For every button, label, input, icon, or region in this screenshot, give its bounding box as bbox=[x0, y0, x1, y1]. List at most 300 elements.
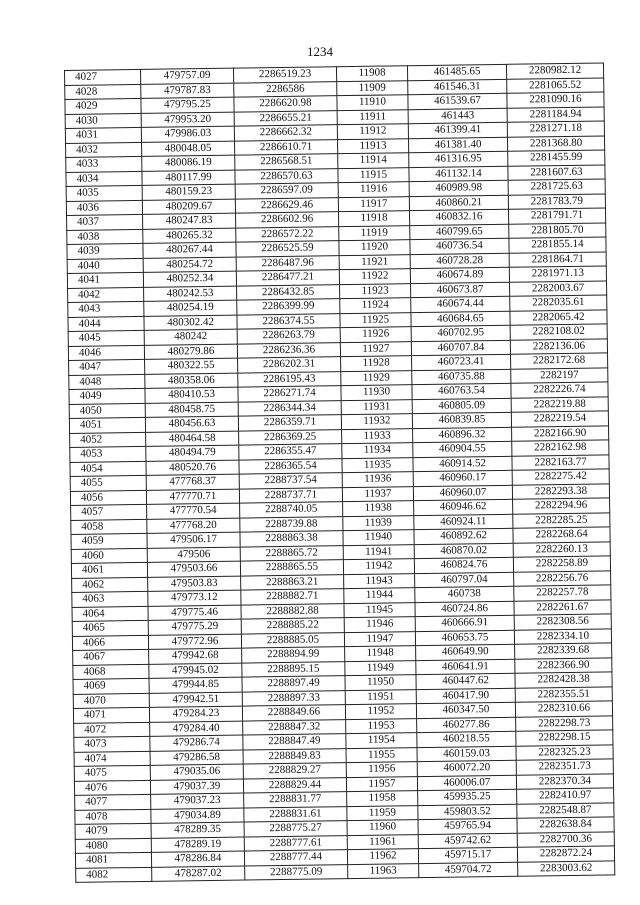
northing-a-cell: 2288737.71 bbox=[239, 487, 342, 503]
point-id-a-cell: 4046 bbox=[68, 345, 144, 361]
northing-a-cell: 2286344.34 bbox=[238, 400, 341, 416]
northing-b-cell: 2282293.38 bbox=[512, 483, 609, 499]
easting-b-cell: 460159.03 bbox=[417, 746, 516, 762]
northing-a-cell: 2288775.27 bbox=[244, 821, 347, 837]
easting-a-cell: 479795.25 bbox=[141, 97, 234, 113]
easting-b-cell: 460674.89 bbox=[410, 267, 509, 283]
northing-b-cell: 2282257.78 bbox=[514, 585, 611, 601]
point-id-b-cell: 11909 bbox=[337, 80, 408, 95]
northing-b-cell: 2281725.63 bbox=[508, 179, 605, 195]
easting-a-cell: 480159.23 bbox=[142, 184, 235, 200]
northing-b-cell: 2282351.73 bbox=[516, 759, 613, 775]
easting-b-cell: 460870.02 bbox=[414, 543, 513, 559]
easting-b-cell: 460006.07 bbox=[417, 775, 516, 791]
northing-a-cell: 2286662.32 bbox=[234, 125, 337, 141]
easting-a-cell: 479035.06 bbox=[150, 764, 243, 780]
easting-a-cell: 480254.19 bbox=[144, 300, 237, 316]
point-id-a-cell: 4045 bbox=[68, 330, 144, 346]
northing-b-cell: 2282700.36 bbox=[517, 831, 614, 847]
northing-a-cell: 2286519.23 bbox=[233, 67, 336, 83]
northing-a-cell: 2286572.22 bbox=[236, 226, 339, 242]
northing-a-cell: 2288863.21 bbox=[241, 574, 344, 590]
point-id-a-cell: 4048 bbox=[69, 374, 145, 390]
easting-a-cell: 480086.19 bbox=[142, 155, 235, 171]
easting-b-cell: 460702.95 bbox=[411, 325, 510, 341]
northing-b-cell: 2282275.42 bbox=[512, 469, 609, 485]
northing-b-cell: 2282260.13 bbox=[513, 541, 610, 557]
point-id-b-cell: 11944 bbox=[344, 588, 415, 603]
easting-b-cell: 460860.21 bbox=[409, 195, 508, 211]
point-id-a-cell: 4041 bbox=[67, 272, 143, 288]
northing-b-cell: 2282065.42 bbox=[510, 309, 607, 325]
northing-b-cell: 2282003.67 bbox=[510, 280, 607, 296]
easting-b-cell: 459704.72 bbox=[419, 862, 518, 878]
northing-b-cell: 2282108.02 bbox=[510, 324, 607, 340]
point-id-a-cell: 4030 bbox=[65, 113, 141, 129]
easting-b-cell: 460736.54 bbox=[410, 238, 509, 254]
point-id-b-cell: 11942 bbox=[343, 559, 414, 574]
easting-b-cell: 461546.31 bbox=[408, 79, 507, 95]
point-id-b-cell: 11936 bbox=[342, 472, 413, 487]
easting-a-cell: 480279.86 bbox=[144, 344, 237, 360]
easting-a-cell: 480494.79 bbox=[146, 445, 239, 461]
point-id-a-cell: 4047 bbox=[69, 359, 145, 375]
northing-a-cell: 2286602.96 bbox=[236, 212, 339, 228]
easting-b-cell: 460735.88 bbox=[412, 369, 511, 385]
easting-a-cell: 479506.17 bbox=[147, 532, 240, 548]
easting-a-cell: 480242 bbox=[144, 329, 237, 345]
easting-a-cell: 480265.32 bbox=[143, 228, 236, 244]
northing-b-cell: 2282638.84 bbox=[517, 817, 614, 833]
northing-b-cell: 2282428.38 bbox=[515, 672, 612, 688]
northing-b-cell: 2282136.06 bbox=[510, 338, 607, 354]
northing-a-cell: 2288831.61 bbox=[244, 806, 347, 822]
northing-a-cell: 2286487.96 bbox=[236, 255, 339, 271]
easting-b-cell: 461316.95 bbox=[409, 151, 508, 167]
easting-b-cell: 460723.41 bbox=[412, 354, 511, 370]
point-id-b-cell: 11928 bbox=[341, 356, 412, 371]
easting-a-cell: 477770.54 bbox=[147, 503, 240, 519]
point-id-a-cell: 4043 bbox=[68, 301, 144, 317]
point-id-a-cell: 4078 bbox=[75, 809, 151, 825]
northing-b-cell: 2282172.68 bbox=[511, 353, 608, 369]
easting-b-cell: 460707.84 bbox=[411, 340, 510, 356]
point-id-a-cell: 4032 bbox=[66, 142, 142, 158]
easting-a-cell: 480520.76 bbox=[146, 460, 239, 476]
easting-b-cell: 460738 bbox=[415, 586, 514, 602]
easting-a-cell: 480209.67 bbox=[142, 199, 235, 215]
point-id-b-cell: 11913 bbox=[337, 138, 408, 153]
northing-a-cell: 2286610.71 bbox=[235, 139, 338, 155]
point-id-b-cell: 11953 bbox=[346, 718, 417, 733]
northing-b-cell: 2281184.94 bbox=[507, 106, 604, 122]
easting-b-cell: 460832.16 bbox=[409, 209, 508, 225]
northing-a-cell: 2286399.99 bbox=[237, 299, 340, 315]
point-id-a-cell: 4037 bbox=[67, 214, 143, 230]
easting-b-cell: 460924.11 bbox=[414, 514, 513, 530]
point-id-b-cell: 11916 bbox=[338, 182, 409, 197]
point-id-b-cell: 11938 bbox=[343, 501, 414, 516]
easting-a-cell: 479775.46 bbox=[148, 605, 241, 621]
point-id-b-cell: 11910 bbox=[337, 95, 408, 110]
northing-b-cell: 2282308.56 bbox=[514, 614, 611, 630]
point-id-b-cell: 11947 bbox=[344, 631, 415, 646]
easting-a-cell: 480458.75 bbox=[145, 402, 238, 418]
point-id-a-cell: 4066 bbox=[72, 635, 148, 651]
point-id-a-cell: 4080 bbox=[75, 838, 151, 854]
easting-b-cell: 460904.55 bbox=[413, 441, 512, 457]
point-id-a-cell: 4027 bbox=[65, 69, 141, 85]
point-id-a-cell: 4067 bbox=[73, 649, 149, 665]
easting-a-cell: 480117.99 bbox=[142, 170, 235, 186]
easting-a-cell: 477768.20 bbox=[147, 518, 240, 534]
easting-b-cell: 460641.91 bbox=[416, 659, 515, 675]
northing-b-cell: 2282548.87 bbox=[517, 802, 614, 818]
point-id-b-cell: 11927 bbox=[340, 341, 411, 356]
point-id-a-cell: 4044 bbox=[68, 316, 144, 332]
easting-a-cell: 479945.02 bbox=[149, 663, 242, 679]
northing-a-cell: 2286374.55 bbox=[237, 313, 340, 329]
northing-b-cell: 2281855.14 bbox=[509, 237, 606, 253]
easting-a-cell: 477768.37 bbox=[146, 474, 239, 490]
northing-a-cell: 2286586 bbox=[234, 81, 337, 97]
easting-b-cell: 459935.25 bbox=[418, 789, 517, 805]
point-id-b-cell: 11963 bbox=[348, 863, 419, 878]
easting-b-cell: 460896.32 bbox=[413, 427, 512, 443]
point-id-b-cell: 11923 bbox=[340, 283, 411, 298]
easting-a-cell: 479775.29 bbox=[148, 619, 241, 635]
easting-a-cell: 477770.71 bbox=[146, 489, 239, 505]
point-id-b-cell: 11951 bbox=[345, 689, 416, 704]
northing-a-cell: 2286570.63 bbox=[235, 168, 338, 184]
point-id-a-cell: 4054 bbox=[70, 461, 146, 477]
point-id-a-cell: 4053 bbox=[70, 446, 146, 462]
point-id-a-cell: 4071 bbox=[73, 707, 149, 723]
easting-b-cell: 459715.17 bbox=[418, 847, 517, 863]
northing-b-cell: 2281271.18 bbox=[507, 121, 604, 137]
point-id-a-cell: 4056 bbox=[70, 490, 146, 506]
easting-b-cell: 460960.07 bbox=[413, 485, 512, 501]
northing-a-cell: 2286271.74 bbox=[238, 386, 341, 402]
point-id-b-cell: 11961 bbox=[347, 834, 418, 849]
easting-b-cell: 460684.65 bbox=[411, 311, 510, 327]
easting-b-cell: 460946.62 bbox=[414, 499, 513, 515]
point-id-a-cell: 4079 bbox=[75, 823, 151, 839]
northing-b-cell: 2282355.51 bbox=[515, 686, 612, 702]
point-id-b-cell: 11948 bbox=[345, 646, 416, 661]
northing-b-cell: 2281805.70 bbox=[509, 222, 606, 238]
northing-a-cell: 2286365.54 bbox=[239, 458, 342, 474]
easting-b-cell: 460824.76 bbox=[414, 557, 513, 573]
point-id-b-cell: 11908 bbox=[336, 66, 407, 81]
point-id-b-cell: 11955 bbox=[346, 747, 417, 762]
easting-b-cell: 460960.17 bbox=[413, 470, 512, 486]
easting-a-cell: 479284.40 bbox=[150, 721, 243, 737]
easting-a-cell: 479944.85 bbox=[149, 677, 242, 693]
northing-b-cell: 2282872.24 bbox=[517, 846, 614, 862]
northing-b-cell: 2282366.90 bbox=[515, 657, 612, 673]
northing-a-cell: 2286369.25 bbox=[239, 429, 342, 445]
point-id-b-cell: 11921 bbox=[339, 254, 410, 269]
easting-a-cell: 479286.74 bbox=[150, 735, 243, 751]
northing-a-cell: 2288737.54 bbox=[239, 473, 342, 489]
easting-a-cell: 480048.05 bbox=[142, 141, 235, 157]
northing-b-cell: 2283003.62 bbox=[518, 860, 615, 876]
easting-a-cell: 479037.23 bbox=[151, 793, 244, 809]
northing-a-cell: 2286202.31 bbox=[238, 357, 341, 373]
northing-b-cell: 2282334.10 bbox=[514, 628, 611, 644]
northing-a-cell: 2288831.77 bbox=[244, 792, 347, 808]
easting-a-cell: 479953.20 bbox=[141, 112, 234, 128]
point-id-b-cell: 11958 bbox=[347, 791, 418, 806]
easting-a-cell: 479942.68 bbox=[149, 648, 242, 664]
easting-a-cell: 479506 bbox=[147, 547, 240, 563]
point-id-a-cell: 4049 bbox=[69, 388, 145, 404]
northing-b-cell: 2282285.25 bbox=[513, 512, 610, 528]
northing-a-cell: 2286236.36 bbox=[237, 342, 340, 358]
point-id-b-cell: 11959 bbox=[347, 805, 418, 820]
northing-a-cell: 2288740.05 bbox=[240, 502, 343, 518]
point-id-b-cell: 11933 bbox=[342, 428, 413, 443]
point-id-a-cell: 4031 bbox=[65, 127, 141, 143]
easting-b-cell: 460763.54 bbox=[412, 383, 511, 399]
northing-a-cell: 2288882.71 bbox=[241, 589, 344, 605]
easting-a-cell: 480302.42 bbox=[144, 315, 237, 331]
northing-b-cell: 2282035.61 bbox=[510, 295, 607, 311]
northing-a-cell: 2286359.71 bbox=[238, 415, 341, 431]
easting-a-cell: 480242.53 bbox=[144, 286, 237, 302]
easting-b-cell: 461485.65 bbox=[407, 64, 506, 80]
point-id-a-cell: 4038 bbox=[67, 229, 143, 245]
northing-b-cell: 2282163.77 bbox=[512, 454, 609, 470]
easting-b-cell: 460892.62 bbox=[414, 528, 513, 544]
northing-b-cell: 2281864.71 bbox=[509, 251, 606, 267]
point-id-a-cell: 4042 bbox=[68, 287, 144, 303]
northing-a-cell: 2286263.79 bbox=[237, 328, 340, 344]
point-id-b-cell: 11954 bbox=[346, 733, 417, 748]
point-id-a-cell: 4059 bbox=[71, 533, 147, 549]
coordinate-table-body bbox=[65, 63, 615, 882]
northing-a-cell: 2288897.49 bbox=[242, 676, 345, 692]
point-id-b-cell: 11935 bbox=[342, 457, 413, 472]
point-id-a-cell: 4064 bbox=[72, 606, 148, 622]
easting-b-cell: 461381.40 bbox=[408, 137, 507, 153]
point-id-b-cell: 11919 bbox=[339, 225, 410, 240]
northing-a-cell: 2288829.27 bbox=[243, 763, 346, 779]
point-id-b-cell: 11911 bbox=[337, 109, 408, 124]
easting-a-cell: 479037.39 bbox=[150, 779, 243, 795]
northing-a-cell: 2288885.22 bbox=[241, 618, 344, 634]
northing-b-cell: 2282298.73 bbox=[516, 715, 613, 731]
point-id-b-cell: 11945 bbox=[344, 602, 415, 617]
point-id-a-cell: 4057 bbox=[71, 504, 147, 520]
point-id-a-cell: 4061 bbox=[71, 562, 147, 578]
northing-b-cell: 2282197 bbox=[511, 367, 608, 383]
easting-a-cell: 479503.83 bbox=[148, 576, 241, 592]
easting-a-cell: 480254.72 bbox=[143, 257, 236, 273]
northing-a-cell: 2288849.83 bbox=[243, 748, 346, 764]
northing-b-cell: 2282219.54 bbox=[511, 411, 608, 427]
easting-a-cell: 480410.53 bbox=[145, 387, 238, 403]
easting-b-cell: 461132.14 bbox=[409, 166, 508, 182]
northing-a-cell: 2288865.72 bbox=[240, 545, 343, 561]
northing-a-cell: 2288847.32 bbox=[243, 719, 346, 735]
point-id-a-cell: 4055 bbox=[70, 475, 146, 491]
easting-a-cell: 479772.96 bbox=[148, 634, 241, 650]
easting-a-cell: 479286.58 bbox=[150, 750, 243, 766]
northing-a-cell: 2288739.88 bbox=[240, 516, 343, 532]
point-id-b-cell: 11946 bbox=[344, 617, 415, 632]
northing-b-cell: 2282162.98 bbox=[512, 440, 609, 456]
point-id-a-cell: 4028 bbox=[65, 84, 141, 100]
easting-b-cell: 460728.28 bbox=[410, 253, 509, 269]
easting-b-cell: 460839.85 bbox=[412, 412, 511, 428]
easting-a-cell: 478287.02 bbox=[152, 866, 245, 882]
point-id-a-cell: 4033 bbox=[66, 156, 142, 172]
easting-b-cell: 459803.52 bbox=[418, 804, 517, 820]
point-id-a-cell: 4060 bbox=[71, 548, 147, 564]
northing-b-cell: 2281090.16 bbox=[507, 92, 604, 108]
northing-b-cell: 2281791.71 bbox=[508, 208, 605, 224]
northing-b-cell: 2281368.80 bbox=[507, 135, 604, 151]
point-id-a-cell: 4035 bbox=[66, 185, 142, 201]
northing-a-cell: 2288777.44 bbox=[244, 850, 347, 866]
point-id-a-cell: 4052 bbox=[70, 432, 146, 448]
point-id-a-cell: 4034 bbox=[66, 171, 142, 187]
northing-a-cell: 2286525.59 bbox=[236, 241, 339, 257]
point-id-b-cell: 11937 bbox=[342, 486, 413, 501]
point-id-a-cell: 4072 bbox=[74, 722, 150, 738]
easting-b-cell: 460649.90 bbox=[416, 644, 515, 660]
northing-a-cell: 2288894.99 bbox=[242, 647, 345, 663]
northing-b-cell: 2282298.15 bbox=[516, 730, 613, 746]
northing-a-cell: 2288849.66 bbox=[242, 705, 345, 721]
easting-a-cell: 479757.09 bbox=[140, 68, 233, 84]
northing-b-cell: 2281607.63 bbox=[508, 164, 605, 180]
northing-a-cell: 2286432.85 bbox=[237, 284, 340, 300]
easting-b-cell: 460914.52 bbox=[413, 456, 512, 472]
northing-b-cell: 2282370.34 bbox=[516, 773, 613, 789]
easting-b-cell: 459765.94 bbox=[418, 818, 517, 834]
coordinate-table bbox=[64, 62, 615, 882]
point-id-b-cell: 11912 bbox=[337, 124, 408, 139]
easting-a-cell: 479034.89 bbox=[151, 808, 244, 824]
point-id-a-cell: 4058 bbox=[71, 519, 147, 535]
point-id-b-cell: 11932 bbox=[341, 414, 412, 429]
northing-a-cell: 2286477.21 bbox=[236, 270, 339, 286]
point-id-b-cell: 11930 bbox=[341, 385, 412, 400]
easting-a-cell: 480267.44 bbox=[143, 242, 236, 258]
northing-a-cell: 2288775.09 bbox=[245, 864, 348, 880]
easting-b-cell: 460797.04 bbox=[415, 572, 514, 588]
easting-b-cell: 459742.62 bbox=[418, 833, 517, 849]
easting-b-cell: 460666.91 bbox=[415, 615, 514, 631]
easting-a-cell: 479503.66 bbox=[147, 561, 240, 577]
northing-a-cell: 2286629.46 bbox=[235, 197, 338, 213]
easting-a-cell: 478289.35 bbox=[151, 822, 244, 838]
easting-b-cell: 460805.09 bbox=[412, 398, 511, 414]
easting-b-cell: 460989.98 bbox=[409, 180, 508, 196]
easting-b-cell: 460218.55 bbox=[417, 731, 516, 747]
northing-a-cell: 2286568.51 bbox=[235, 154, 338, 170]
northing-a-cell: 2286355.47 bbox=[239, 444, 342, 460]
point-id-a-cell: 4081 bbox=[75, 852, 151, 868]
point-id-b-cell: 11939 bbox=[343, 515, 414, 530]
point-id-a-cell: 4070 bbox=[73, 693, 149, 709]
point-id-b-cell: 11962 bbox=[347, 849, 418, 864]
northing-a-cell: 2288777.61 bbox=[244, 835, 347, 851]
northing-b-cell: 2282226.74 bbox=[511, 382, 608, 398]
point-id-a-cell: 4082 bbox=[76, 867, 152, 883]
northing-a-cell: 2286195.43 bbox=[238, 371, 341, 387]
point-id-b-cell: 11926 bbox=[340, 327, 411, 342]
point-id-b-cell: 11952 bbox=[345, 704, 416, 719]
page-number: 1234 bbox=[307, 44, 333, 59]
point-id-a-cell: 4039 bbox=[67, 243, 143, 259]
easting-b-cell: 460277.86 bbox=[417, 717, 516, 733]
easting-b-cell: 460799.65 bbox=[410, 224, 509, 240]
point-id-b-cell: 11918 bbox=[339, 211, 410, 226]
northing-a-cell: 2288895.15 bbox=[242, 661, 345, 677]
point-id-b-cell: 11949 bbox=[345, 660, 416, 675]
easting-b-cell: 461443 bbox=[408, 108, 507, 124]
northing-b-cell: 2282310.66 bbox=[515, 701, 612, 717]
point-id-b-cell: 11924 bbox=[340, 298, 411, 313]
northing-a-cell: 2288863.38 bbox=[240, 531, 343, 547]
northing-b-cell: 2282256.76 bbox=[514, 570, 611, 586]
northing-b-cell: 2281065.52 bbox=[507, 77, 604, 93]
northing-a-cell: 2286597.09 bbox=[235, 183, 338, 199]
point-id-a-cell: 4063 bbox=[72, 591, 148, 607]
northing-b-cell: 2281783.79 bbox=[508, 193, 605, 209]
easting-a-cell: 479986.03 bbox=[141, 126, 234, 142]
northing-b-cell: 2282261.67 bbox=[514, 599, 611, 615]
easting-a-cell: 478286.84 bbox=[151, 851, 244, 867]
easting-a-cell: 479773.12 bbox=[148, 590, 241, 606]
point-id-b-cell: 11934 bbox=[342, 443, 413, 458]
northing-b-cell: 2280982.12 bbox=[506, 63, 603, 79]
point-id-a-cell: 4068 bbox=[73, 664, 149, 680]
point-id-b-cell: 11917 bbox=[338, 196, 409, 211]
northing-a-cell: 2288885.05 bbox=[241, 632, 344, 648]
easting-b-cell: 461539.67 bbox=[408, 93, 507, 109]
northing-a-cell: 2288829.44 bbox=[243, 777, 346, 793]
northing-b-cell: 2282339.68 bbox=[515, 643, 612, 659]
easting-a-cell: 480358.06 bbox=[145, 373, 238, 389]
northing-b-cell: 2282166.90 bbox=[512, 425, 609, 441]
easting-b-cell: 460673.87 bbox=[411, 282, 510, 298]
point-id-b-cell: 11922 bbox=[339, 269, 410, 284]
northing-b-cell: 2282325.23 bbox=[516, 744, 613, 760]
easting-a-cell: 480247.83 bbox=[143, 213, 236, 229]
point-id-a-cell: 4040 bbox=[67, 258, 143, 274]
point-id-b-cell: 11931 bbox=[341, 399, 412, 414]
northing-b-cell: 2281455.99 bbox=[508, 150, 605, 166]
easting-b-cell: 460417.90 bbox=[416, 688, 515, 704]
point-id-a-cell: 4065 bbox=[72, 620, 148, 636]
easting-b-cell: 461399.41 bbox=[408, 122, 507, 138]
point-id-a-cell: 4074 bbox=[74, 751, 150, 767]
point-id-b-cell: 11914 bbox=[338, 153, 409, 168]
point-id-b-cell: 11943 bbox=[344, 573, 415, 588]
coordinate-table-sheet bbox=[64, 63, 595, 883]
easting-b-cell: 460724.86 bbox=[415, 601, 514, 617]
easting-a-cell: 480322.55 bbox=[145, 358, 238, 374]
easting-b-cell: 460072.20 bbox=[417, 760, 516, 776]
point-id-a-cell: 4051 bbox=[69, 417, 145, 433]
northing-b-cell: 2282258.89 bbox=[513, 556, 610, 572]
point-id-a-cell: 4069 bbox=[73, 678, 149, 694]
